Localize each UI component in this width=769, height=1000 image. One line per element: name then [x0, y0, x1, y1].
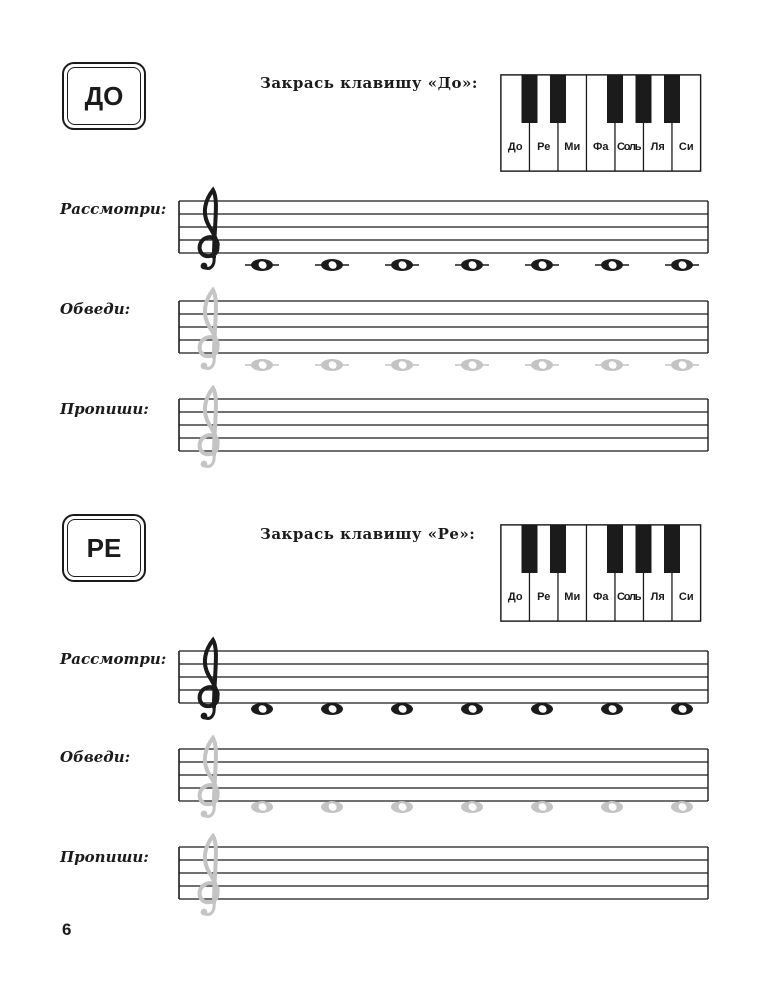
staff-trace[interactable] [178, 734, 710, 824]
piano-black-key[interactable] [664, 75, 680, 123]
whole-note-icon [531, 703, 553, 715]
row-label-trace: Обведи: [60, 748, 131, 766]
treble-clef-icon [200, 190, 218, 269]
piano-key-label: Ля [650, 591, 665, 603]
piano-key-label: До [507, 141, 523, 153]
whole-note-icon [245, 259, 279, 271]
treble-clef-icon [200, 738, 218, 817]
piano-key-label: Фа [592, 141, 609, 153]
treble-clef-icon [200, 290, 218, 369]
whole-note-icon [391, 703, 413, 715]
row-label-view: Рассмотри: [60, 650, 167, 668]
piano-key-label: Ми [564, 591, 581, 603]
note-badge-label: РЕ [67, 519, 141, 577]
piano-black-key[interactable] [664, 525, 680, 573]
piano-key-label: Фа [592, 591, 609, 603]
whole-note-icon [321, 801, 343, 813]
staff-view [178, 186, 710, 276]
note-badge-do [62, 62, 146, 130]
whole-note-icon [315, 259, 349, 271]
whole-note-icon [665, 359, 699, 371]
note-badge-label: ДО [67, 67, 141, 125]
piano-keyboard-icon[interactable] [500, 524, 702, 622]
treble-clef-icon [200, 836, 218, 915]
piano-black-key[interactable] [522, 75, 538, 123]
row-label-view: Рассмотри: [60, 200, 167, 218]
piano-black-key[interactable] [522, 525, 538, 573]
whole-note-icon [391, 801, 413, 813]
color-key-instruction: Закрась клавишу «Ре»: [260, 525, 476, 543]
whole-note-icon [455, 359, 489, 371]
staff-view [178, 636, 710, 726]
piano-black-key[interactable] [636, 75, 652, 123]
whole-note-icon [461, 801, 483, 813]
whole-note-icon [525, 259, 559, 271]
whole-note-icon [525, 359, 559, 371]
whole-note-icon [385, 259, 419, 271]
piano-key-label: Си [678, 591, 694, 603]
whole-note-icon [601, 801, 623, 813]
piano-key-label: Ми [564, 141, 581, 153]
whole-note-icon [315, 359, 349, 371]
whole-note-icon [671, 703, 693, 715]
whole-note-icon [601, 703, 623, 715]
whole-note-icon [671, 801, 693, 813]
piano-keyboard-icon[interactable] [500, 74, 702, 172]
note-badge-re [62, 514, 146, 582]
whole-note-icon [461, 703, 483, 715]
piano-black-key[interactable] [550, 75, 566, 123]
piano-key-label: Ре [537, 141, 551, 153]
piano-black-key[interactable] [607, 75, 623, 123]
color-key-instruction: Закрась клавишу «До»: [260, 74, 478, 92]
whole-note-icon [455, 259, 489, 271]
piano-black-key[interactable] [636, 525, 652, 573]
staff-write[interactable] [178, 384, 710, 474]
whole-note-icon [665, 259, 699, 271]
whole-note-icon [531, 801, 553, 813]
piano-black-key[interactable] [550, 525, 566, 573]
treble-clef-icon [200, 640, 218, 719]
piano-key-label: Соль [617, 591, 642, 603]
whole-note-icon [385, 359, 419, 371]
piano-key-label: Ре [537, 591, 551, 603]
whole-note-icon [595, 359, 629, 371]
piano-black-key[interactable] [607, 525, 623, 573]
page-number: 6 [62, 920, 72, 939]
treble-clef-icon [200, 388, 218, 467]
staff-write[interactable] [178, 832, 710, 922]
piano-key-label: Си [678, 141, 694, 153]
whole-note-icon [251, 703, 273, 715]
row-label-write: Пропиши: [60, 848, 149, 866]
whole-note-icon [245, 359, 279, 371]
piano-key-label: Ля [650, 141, 665, 153]
piano-key-label: До [507, 591, 523, 603]
whole-note-icon [595, 259, 629, 271]
piano-key-label: Соль [617, 141, 642, 153]
whole-note-icon [251, 801, 273, 813]
staff-trace[interactable] [178, 286, 710, 376]
row-label-trace: Обведи: [60, 300, 131, 318]
whole-note-icon [321, 703, 343, 715]
row-label-write: Пропиши: [60, 400, 149, 418]
